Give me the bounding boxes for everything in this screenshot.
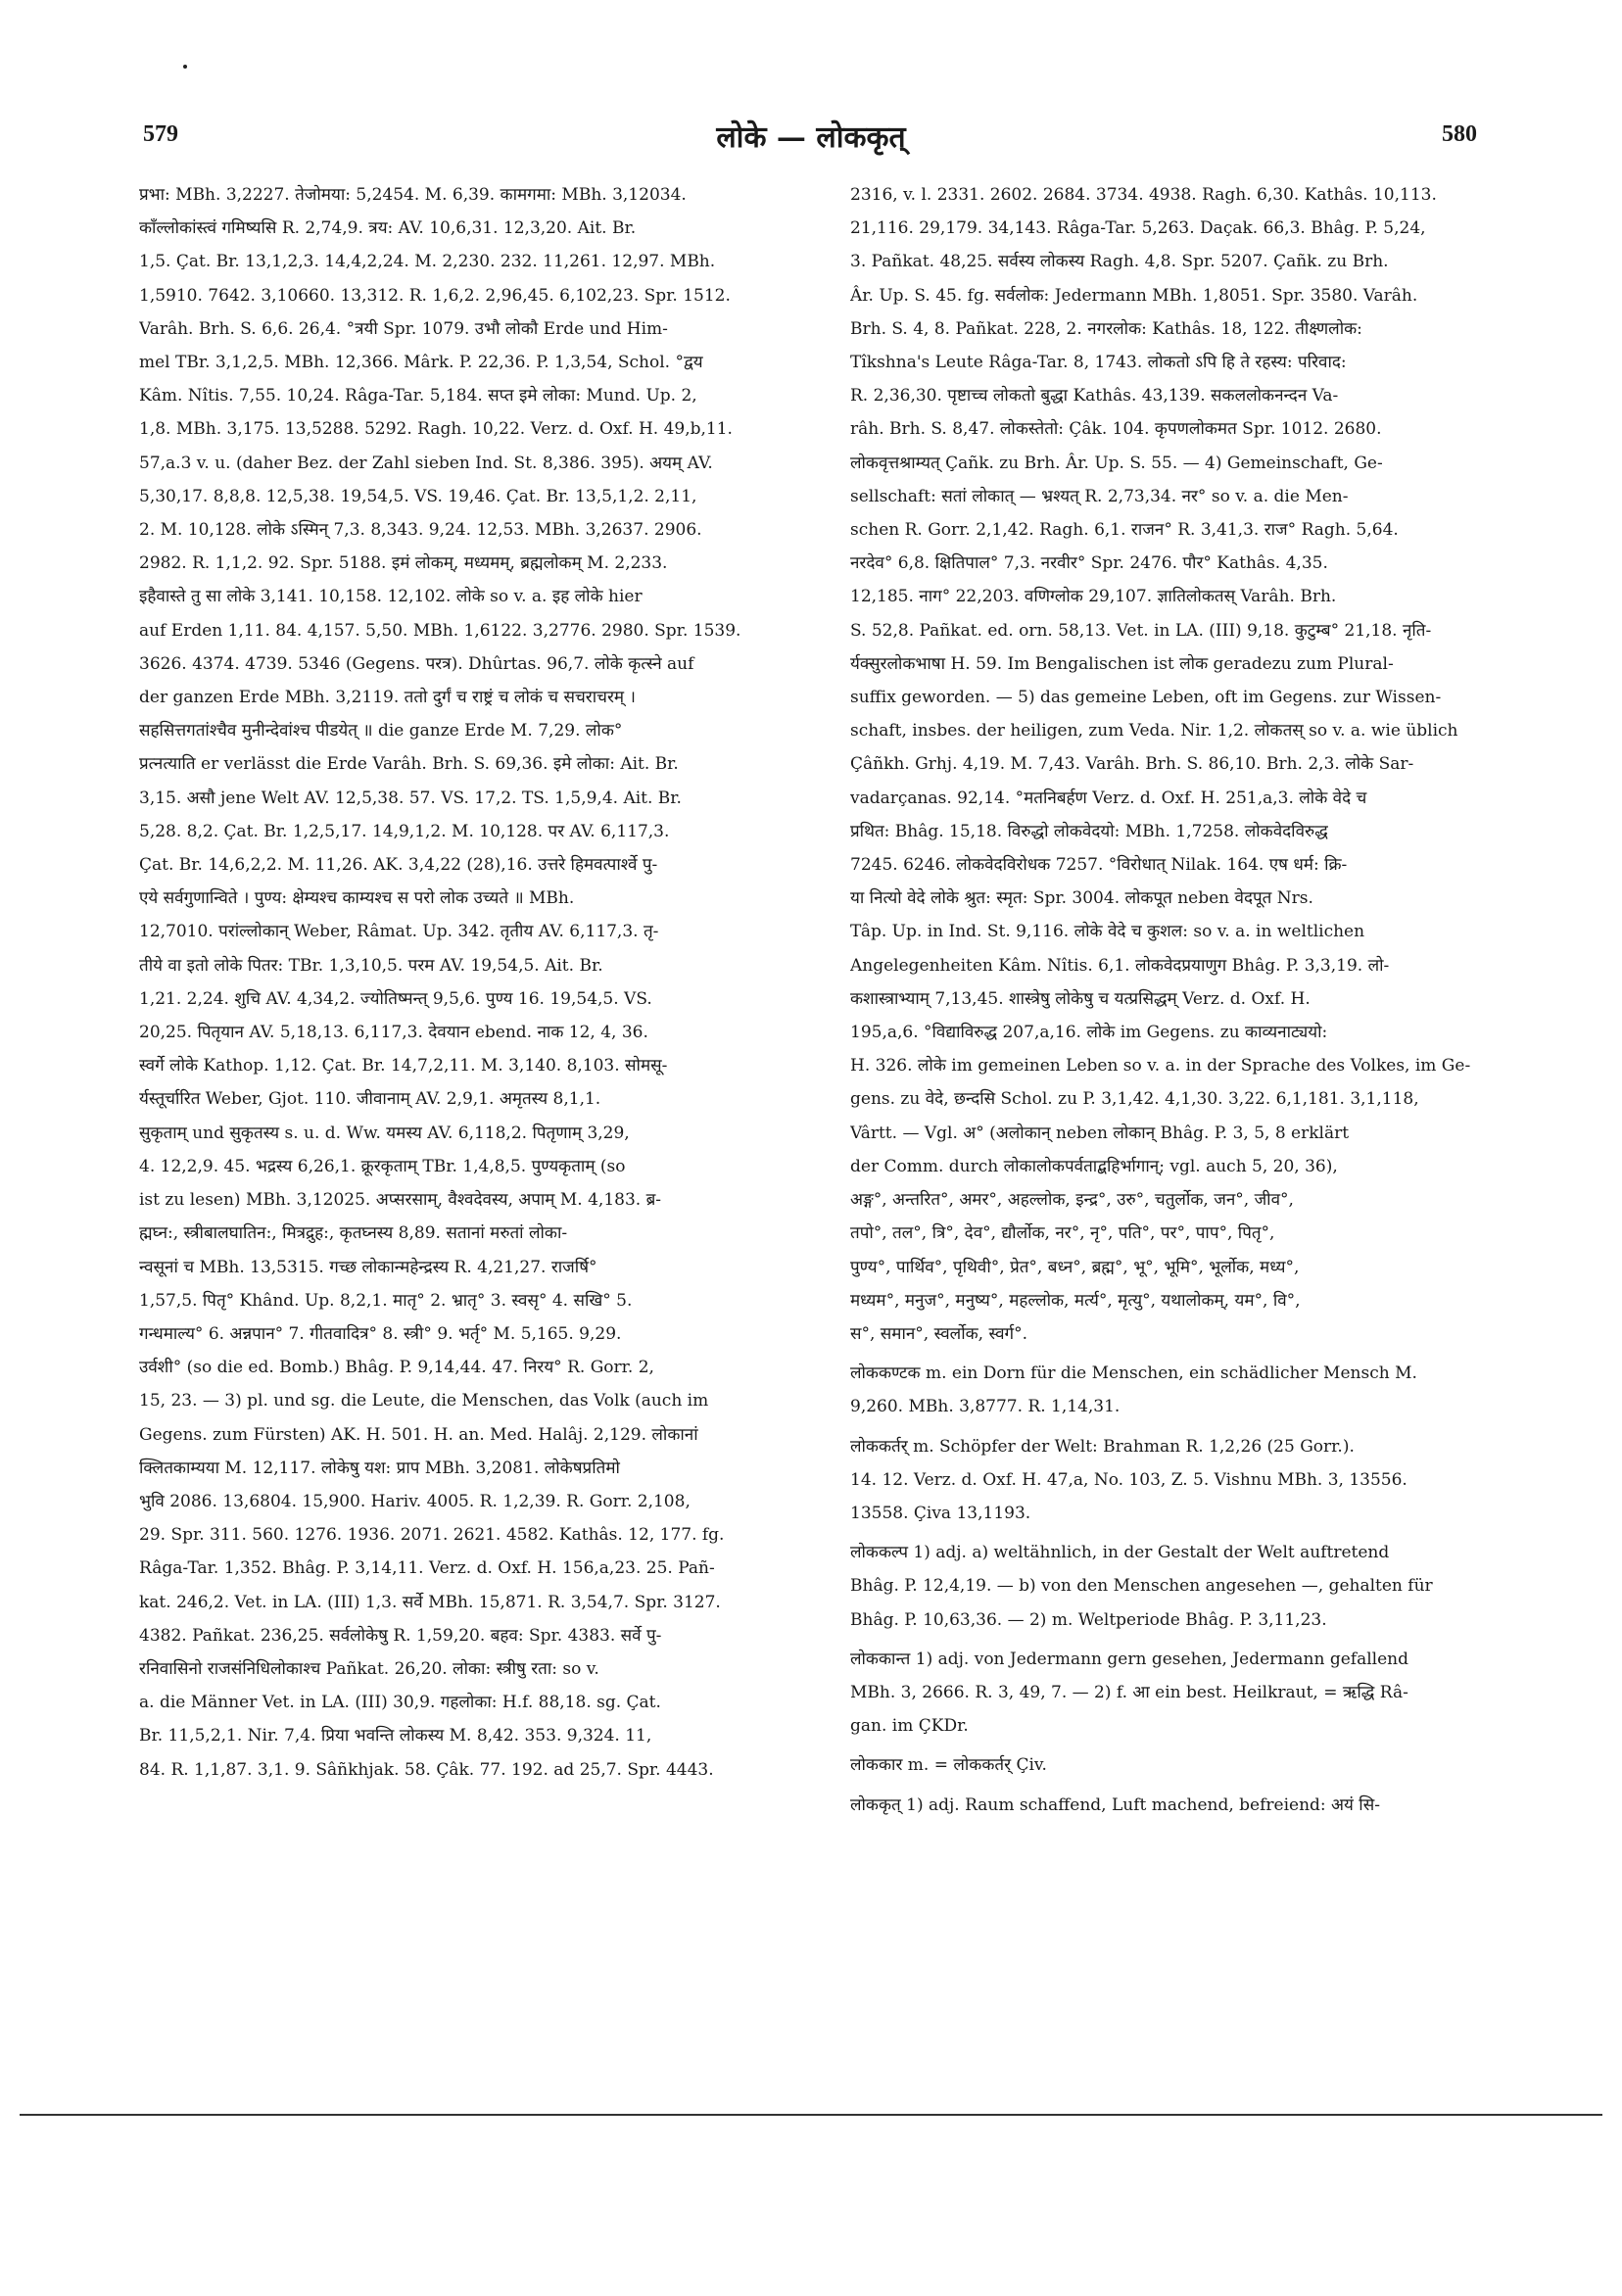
text-line: a. die Männer Vet. in LA. (III) 30,9. गहलोका: H.f. 88,18. sg. Çat.	[139, 1693, 661, 1713]
text-line: Tîkshna's Leute Râga-Tar. 8, 1743. लोकतो ऽपि हि ते रहस्य: परिवाद:	[850, 353, 1347, 373]
text-line: 84. R. 1,1,87. 3,1. 9. Sâñkhjak. 58. Çâk. 77. 192. ad 25,7. Spr. 4443.	[139, 1759, 714, 1780]
text-line: प्रभा: MBh. 3,2227. तेजोमया: 5,2454. M. 6,39. कामगमा: MBh. 3,12034.	[139, 185, 687, 205]
running-head: लोके — लोककृत्	[716, 120, 906, 155]
text-line: Vârtt. — Vgl. अ° (अलोकान् neben लोकान् Bhâg. P. 3, 5, 8 erklärt	[850, 1123, 1350, 1143]
text-line: सुकृताम् und सुकृतस्य s. u. d. Ww. यमस्य AV. 6,118,2. पितृणाम् 3,29,	[139, 1123, 630, 1143]
text-line: 1,57,5. पितृ° Khând. Up. 8,2,1. मातृ° 2. भ्रातृ° 3. स्वसृ° 4. सखि° 5.	[139, 1290, 633, 1311]
right-column	[850, 178, 1481, 1822]
text-line: 5,28. 8,2. Çat. Br. 1,2,5,17. 14,9,1,2. M. 10,128. पर AV. 6,117,3.	[139, 821, 670, 841]
text-line: 3626. 4374. 4739. 5346 (Gegens. परत्र). Dhûrtas. 96,7. लोके कृत्स्ने auf	[139, 653, 694, 674]
text-line: Gegens. zum Fürsten) AK. H. 501. H. an. Med. Halâj. 2,129. लोकानां	[139, 1424, 698, 1445]
text-line: der ganzen Erde MBh. 3,2119. ततो दुर्गं च राष्ट्रं च लोकं च सचराचरम् ।	[139, 688, 636, 708]
text-line: तपो°, तल°, त्रि°, देव°, द्यौर्लोक, नर°, नृ°, पति°, पर°, पाप°, पितृ°,	[850, 1223, 1275, 1244]
text-line: 195,a,6. °विद्याविरुद्ध 207,a,16. लोके im Gegens. zu काव्यनाट्ययो:	[850, 1023, 1328, 1043]
text-line: kat. 246,2. Vet. in LA. (III) 1,3. सर्वे MBh. 15,871. R. 3,54,7. Spr. 3127.	[139, 1592, 721, 1612]
dictionary-entry-line: MBh. 3, 2666. R. 3, 49, 7. — 2) f. आ ein best. Heilkraut, = ऋद्धि Râ-	[850, 1682, 1408, 1702]
text-line: र्यक्सुरलोकभाषा H. 59. Im Bengalischen ist लोक geradezu zum Plural-	[850, 653, 1394, 674]
dictionary-entry-line: Bhâg. P. 12,4,19. — b) von den Menschen angesehen —, gehalten für	[850, 1576, 1433, 1597]
text-line: प्रत्नत्याति er verlässt die Erde Varâh. Brh. S. 69,36. इमे लोका: Ait. Br.	[139, 754, 679, 775]
page-number-right: 580	[1442, 121, 1477, 147]
text-line: Br. 11,5,2,1. Nir. 7,4. प्रिया भवन्ति लोकस्य M. 8,42. 353. 9,324. 11,	[139, 1726, 652, 1746]
text-line: 12,185. नाग° 22,203. वणिग्लोक 29,107. ज्ञातिलोकतस् Varâh. Brh.	[850, 587, 1337, 607]
text-line: अङ्ग°, अन्तरित°, अमर°, अहल्लोक, इन्द्र°, उरु°, चतुर्लोक, जन°, जीव°,	[850, 1190, 1294, 1211]
text-line: 3. Pañkat. 48,25. सर्वस्य लोकस्य Ragh. 4,8. Spr. 5207. Çañk. zu Brh.	[850, 252, 1389, 272]
left-column	[139, 178, 771, 1787]
text-line: auf Erden 1,11. 84. 4,157. 5,50. MBh. 1,6122. 3,2776. 2980. Spr. 1539.	[139, 620, 741, 641]
text-line: एये सर्वगुणान्विते । पुण्य: क्षेम्यश्च काम्यश्च स परो लोक उच्यते ॥ MBh.	[139, 888, 575, 909]
text-line: 57,a.3 v. u. (daher Bez. der Zahl sieben Ind. St. 8,386. 395). अयम् AV.	[139, 453, 713, 473]
text-line: काँल्लोकांस्त्वं गमिष्यसि R. 2,74,9. त्रय: AV. 10,6,31. 12,3,20. Ait. Br.	[139, 218, 637, 239]
dictionary-entry-head: लोककल्प 1) adj. a) weltähnlich, in der Gestalt der Welt auftretend	[850, 1543, 1390, 1563]
text-line: 2982. R. 1,1,2. 92. Spr. 5188. इमं लोकम्, मध्यमम्, ब्रह्मलोकम् M. 2,233.	[139, 553, 668, 574]
text-line: गन्धमाल्य° 6. अन्नपान° 7. गीतवादित्र° 8. स्त्री° 9. भर्तृ° M. 5,165. 9,29.	[139, 1323, 622, 1344]
text-line: प्रथित: Bhâg. 15,18. विरुद्धो लोकवेदयो: MBh. 1,7258. लोकवेदविरुद्ध	[850, 821, 1328, 841]
text-line: मध्यम°, मनुज°, मनुष्य°, महल्लोक, मर्त्य°, मृत्यु°, यथालोकम्, यम°, वि°,	[850, 1290, 1301, 1311]
text-line: der Comm. durch लोकालोकपर्वताद्बहिर्भागान्; vgl. auch 5, 20, 36),	[850, 1156, 1338, 1176]
dictionary-entry-line: Bhâg. P. 10,63,36. — 2) m. Weltperiode Bhâg. P. 3,11,23.	[850, 1609, 1327, 1630]
text-line: तीये वा इतो लोके पितर: TBr. 1,3,10,5. परम AV. 19,54,5. Ait. Br.	[139, 955, 603, 976]
text-line: Angelegenheiten Kâm. Nîtis. 6,1. लोकवेदप्रयाणुग Bhâg. P. 3,3,19. लो-	[850, 955, 1390, 976]
text-line: R. 2,36,30. पृष्टाच्च लोकतो बुद्धा Kathâs. 43,139. सकललोकनन्दन Va-	[850, 386, 1339, 407]
text-line: mel TBr. 3,1,2,5. MBh. 12,366. Mârk. P. 22,36. P. 1,3,54, Schol. °द्वय	[139, 353, 703, 373]
text-line: 21,116. 29,179. 34,143. Râga-Tar. 5,263. Daçak. 66,3. Bhâg. P. 5,24,	[850, 218, 1426, 239]
page-header	[0, 110, 1622, 168]
text-line: लोकवृत्तश्राम्यत् Çañk. zu Brh. Âr. Up. S. 55. — 4) Gemeinschaft, Ge-	[850, 453, 1383, 473]
text-line: भुवि 2086. 13,6804. 15,900. Hariv. 4005. R. 1,2,39. R. Gorr. 2,108,	[139, 1491, 691, 1511]
text-line: कशास्त्राभ्याम् 7,13,45. शास्त्रेषु लोकेषु च यत्प्रसिद्धम् Verz. d. Oxf. H.	[850, 988, 1311, 1009]
text-line: उर्वशी° (so die ed. Bomb.) Bhâg. P. 9,14,44. 47. निरय° R. Gorr. 2,	[139, 1358, 654, 1378]
dictionary-entry-head: लोककृत् 1) adj. Raum schaffend, Luft machend, befreiend: अयं सि-	[850, 1794, 1380, 1815]
dictionary-entry-head: लोककान्त 1) adj. von Jedermann gern gesehen, Jedermann gefallend	[850, 1649, 1408, 1669]
text-line: इहैवास्ते तु सा लोके 3,141. 10,158. 12,102. लोके so v. a. इह लोके hier	[139, 587, 643, 607]
text-line: suffix geworden. — 5) das gemeine Leben, oft im Gegens. zur Wissen-	[850, 688, 1442, 708]
speck-mark	[183, 65, 187, 69]
text-line: 4382. Pañkat. 236,25. सर्वलोकेषु R. 1,59,20. बहव: Spr. 4383. सर्वे पु-	[139, 1625, 662, 1646]
text-line: 1,5. Çat. Br. 13,1,2,3. 14,4,2,24. M. 2,230. 232. 11,261. 12,97. MBh.	[139, 252, 716, 272]
text-line: sellschaft: सतां लोकात् — भ्रश्यत् R. 2,73,34. नर° so v. a. die Men-	[850, 486, 1349, 506]
text-line: 15, 23. — 3) pl. und sg. die Leute, die Menschen, das Volk (auch im	[139, 1391, 709, 1411]
text-line: ह्मघ्न:, स्त्रीबालघातिन:, मित्रद्रुह:, कृतघ्नस्य 8,89. सतानां मरुतां लोका-	[139, 1223, 568, 1244]
text-line: या नित्यो वेदे लोके श्रुत: स्मृत: Spr. 3004. लोकपूत neben वेदपूत Nrs.	[850, 888, 1313, 909]
text-line: क्लितकाम्यया M. 12,117. लोकेषु यश: प्राप MBh. 3,2081. लोकेषप्रतिमो	[139, 1458, 620, 1478]
text-line: Âr. Up. S. 45. fg. सर्वलोक: Jedermann MBh. 1,8051. Spr. 3580. Varâh.	[850, 285, 1418, 306]
text-line: न्वसूनां च MBh. 13,5315. गच्छ लोकान्महेन्द्रस्य R. 4,21,27. राजर्षि°	[139, 1257, 597, 1277]
text-line: 7245. 6246. लोकवेदविरोधक 7257. °विरोधात् Nilak. 164. एष धर्म: क्रि-	[850, 855, 1348, 876]
text-line: gens. zu वेदे, छन्दसि Schol. zu P. 3,1,42. 4,1,30. 3,22. 6,1,181. 3,1,118,	[850, 1089, 1419, 1110]
dictionary-entry-head: लोककर्तर् m. Schöpfer der Welt: Brahman R. 1,2,26 (25 Gorr.).	[850, 1436, 1355, 1457]
dictionary-entry-line: 14. 12. Verz. d. Oxf. H. 47,a, No. 103, Z. 5. Vishnu MBh. 3, 13556.	[850, 1469, 1407, 1490]
text-line: Çâñkh. Grhj. 4,19. M. 7,43. Varâh. Brh. S. 86,10. Brh. 2,3. लोके Sar-	[850, 754, 1414, 775]
page-number-left: 579	[143, 121, 178, 147]
text-line: 2. M. 10,128. लोके ऽस्मिन् 7,3. 8,343. 9,24. 12,53. MBh. 3,2637. 2906.	[139, 520, 702, 541]
text-line: 1,21. 2,24. शुचि AV. 4,34,2. ज्योतिष्मन्त् 9,5,6. पुण्य 16. 19,54,5. VS.	[139, 988, 652, 1009]
text-line: 4. 12,2,9. 45. भद्रस्य 6,26,1. क्रूरकृताम् TBr. 1,4,8,5. पुण्यकृताम् (so	[139, 1156, 626, 1176]
text-line: 5,30,17. 8,8,8. 12,5,38. 19,54,5. VS. 19,46. Çat. Br. 13,5,1,2. 2,11,	[139, 486, 697, 506]
text-line: Râga-Tar. 1,352. Bhâg. P. 3,14,11. Verz. d. Oxf. H. 156,a,23. 25. Pañ-	[139, 1558, 715, 1579]
dictionary-entry-head: लोककण्टक m. ein Dorn für die Menschen, ein schädlicher Mensch M.	[850, 1363, 1417, 1384]
text-line: नरदेव° 6,8. क्षितिपाल° 7,3. नरवीर° Spr. 2476. पौर° Kathâs. 4,35.	[850, 553, 1328, 574]
text-line: 20,25. पितृयान AV. 5,18,13. 6,117,3. देवयान ebend. नाक 12, 4, 36.	[139, 1023, 648, 1043]
text-line: schaft, insbes. der heiligen, zum Veda. Nir. 1,2. लोकतस् so v. a. wie üblich	[850, 721, 1458, 741]
bottom-rule	[20, 2114, 1602, 2116]
text-line: Brh. S. 4, 8. Pañkat. 228, 2. नगरलोक: Kathâs. 18, 122. तीक्ष्णलोक:	[850, 318, 1362, 339]
text-line: Tâp. Up. in Ind. St. 9,116. लोके वेदे च कुशल: so v. a. in weltlichen	[850, 922, 1365, 942]
text-line: ist zu lesen) MBh. 3,12025. अप्सरसाम्, वैश्वदेवस्य, अपाम् M. 4,183. ब्र-	[139, 1190, 662, 1211]
dictionary-entry-line: 13558. Çiva 13,1193.	[850, 1503, 1031, 1523]
dictionary-entry-line: gan. im ÇKDr.	[850, 1716, 969, 1737]
text-line: S. 52,8. Pañkat. ed. orn. 58,13. Vet. in LA. (III) 9,18. कुटुम्ब° 21,18. नृति-	[850, 620, 1432, 641]
text-line: स्वर्गे लोके Kathop. 1,12. Çat. Br. 14,7,2,11. M. 3,140. 8,103. सोमसू-	[139, 1056, 668, 1076]
dictionary-entry-head: लोककार m. = लोककर्तर् Çiv.	[850, 1755, 1047, 1776]
text-line: Kâm. Nîtis. 7,55. 10,24. Râga-Tar. 5,184. सप्त इमे लोका: Mund. Up. 2,	[139, 386, 697, 407]
text-line: र्यस्तूर्चारित Weber, Gjot. 110. जीवानाम् AV. 2,9,1. अमृतस्य 8,1,1.	[139, 1089, 601, 1110]
text-line: 12,7010. परांल्लोकान् Weber, Râmat. Up. 342. तृतीय AV. 6,117,3. तृ-	[139, 922, 659, 942]
text-line: पुण्य°, पार्थिव°, पृथिवी°, प्रेत°, बध्न°, ब्रह्म°, भू°, भूमि°, भूर्लोक, मध्य°,	[850, 1257, 1300, 1277]
text-line: 2316, v. l. 2331. 2602. 2684. 3734. 4938. Ragh. 6,30. Kathâs. 10,113.	[850, 185, 1437, 205]
text-line: 29. Spr. 311. 560. 1276. 1936. 2071. 2621. 4582. Kathâs. 12, 177. fg.	[139, 1525, 725, 1546]
dictionary-entry-line: 9,260. MBh. 3,8777. R. 1,14,31.	[850, 1397, 1121, 1417]
text-line: 1,5910. 7642. 3,10660. 13,312. R. 1,6,2. 2,96,45. 6,102,23. Spr. 1512.	[139, 285, 731, 306]
text-line: 1,8. MBh. 3,175. 13,5288. 5292. Ragh. 10,22. Verz. d. Oxf. H. 49,b,11.	[139, 419, 733, 440]
text-line: रनिवासिनो राजसंनिधिलोकाश्च Pañkat. 26,20. लोका: स्त्रीषु रता: so v.	[139, 1658, 599, 1679]
text-line: Çat. Br. 14,6,2,2. M. 11,26. AK. 3,4,22 (28),16. उत्तरे हिमवत्पार्श्वे पु-	[139, 855, 658, 876]
text-line: râh. Brh. S. 8,47. लोकस्तेतो: Çâk. 104. कृपणलोकमत Spr. 1012. 2680.	[850, 419, 1382, 440]
text-line: 3,15. असौ jene Welt AV. 12,5,38. 57. VS. 17,2. TS. 1,5,9,4. Ait. Br.	[139, 788, 682, 808]
text-line: सहसित्तगतांश्चैव मुनीन्देवांश्च पीडयेत् ॥ die ganze Erde M. 7,29. लोक°	[139, 721, 623, 741]
text-line: vadarçanas. 92,14. °मतनिबर्हण Verz. d. Oxf. H. 251,a,3. लोके वेदे च	[850, 788, 1367, 808]
text-line: Varâh. Brh. S. 6,6. 26,4. °त्रयी Spr. 1079. उभौ लोकौ Erde und Him-	[139, 318, 668, 339]
text-line: स°, समान°, स्वर्लोक, स्वर्ग°.	[850, 1323, 1028, 1344]
text-line: H. 326. लोके im gemeinen Leben so v. a. in der Sprache des Volkes, im Ge-	[850, 1056, 1471, 1076]
text-line: schen R. Gorr. 2,1,42. Ragh. 6,1. राजन° R. 3,41,3. राज° Ragh. 5,64.	[850, 520, 1399, 541]
